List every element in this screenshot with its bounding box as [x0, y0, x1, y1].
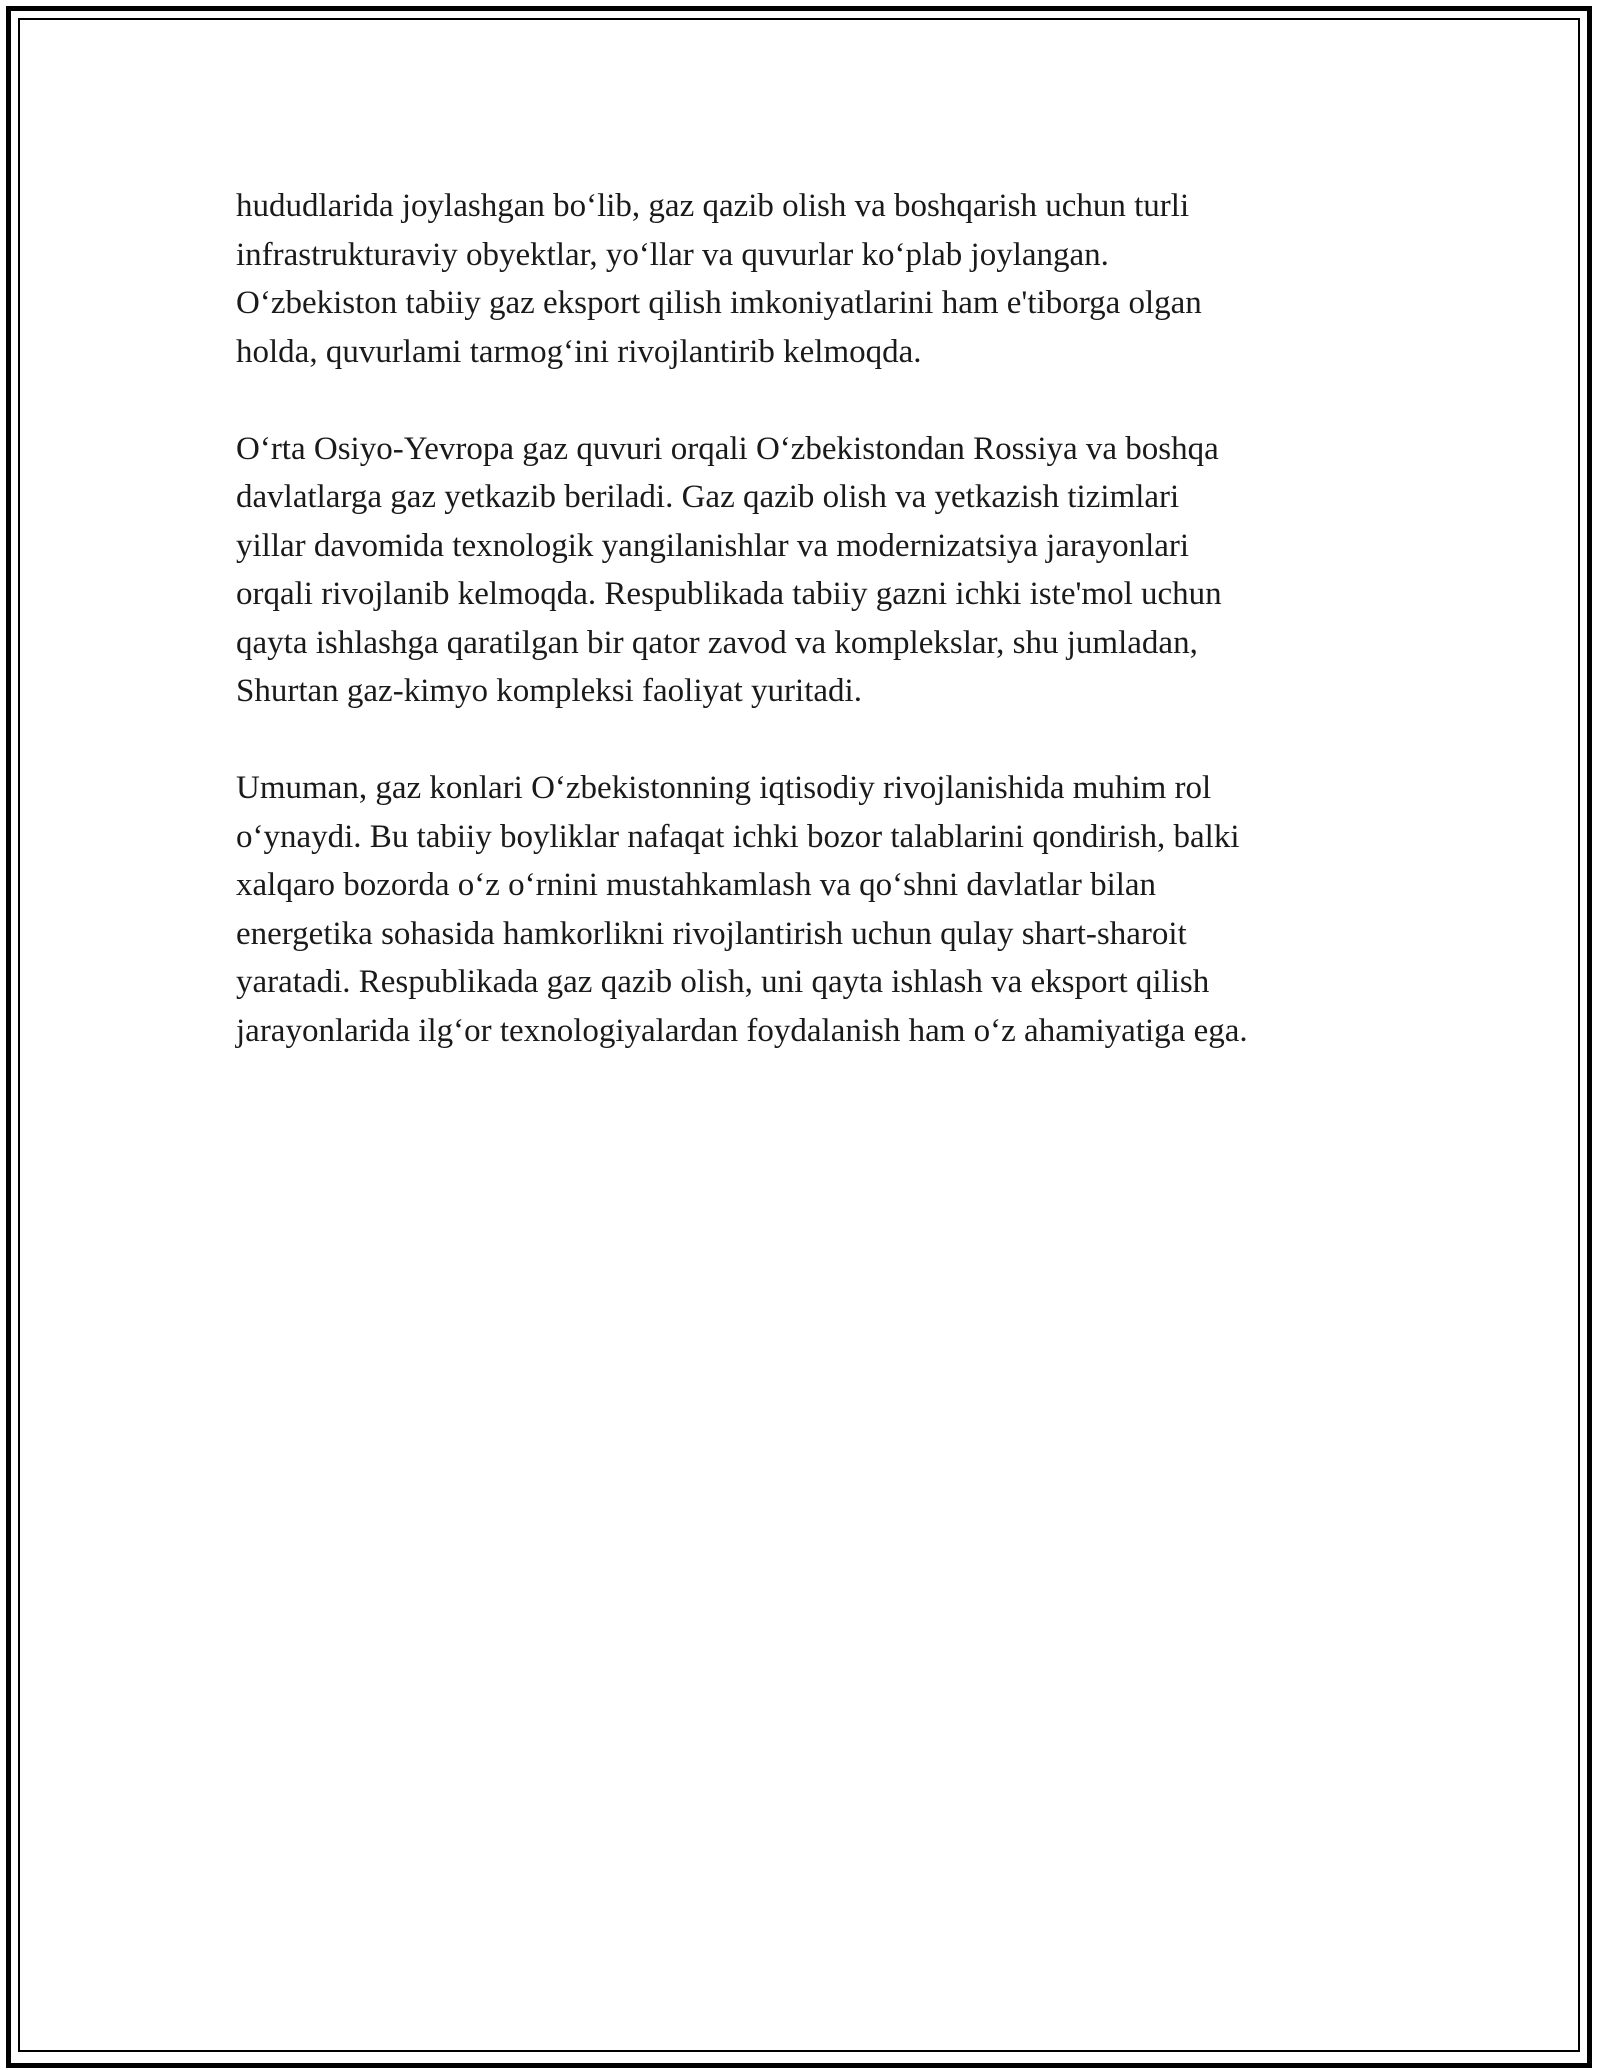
- text-line: infrastrukturaviy obyektlar, yo‘llar va quvurlar ko‘plab joylangan.: [236, 236, 1109, 273]
- text-line: orqali rivojlanib kelmoqda. Respublikada tabiiy gazni ichki iste'mol uchun: [236, 576, 1222, 612]
- text-line: Shurtan gaz-kimyo kompleksi faoliyat yuritadi.: [236, 673, 862, 709]
- text-line: Umuman, gaz konlari O‘zbekistonning iqtisodiy rivojlanishida muhim rol: [236, 770, 1212, 806]
- document-body: [236, 182, 1386, 1104]
- text-line: davlatlarga gaz yetkazib beriladi. Gaz qazib olish va yetkazish tizimlari: [236, 479, 1180, 515]
- text-line: hududlarida joylashgan bo‘lib, gaz qazib olish va boshqarish uchun turli: [236, 188, 1190, 224]
- text-line: xalqaro bozorda o‘z o‘rnini mustahkamlash va qo‘shni davlatlar bilan: [236, 867, 1157, 903]
- text-line: yaratadi. Respublikada gaz qazib olish, uni qayta ishlash va eksport qilish: [236, 964, 1210, 1000]
- text-line: yillar davomida texnologik yangilanishlar va modernizatsiya jarayonlari: [236, 527, 1190, 564]
- text-line: O‘rta Osiyo-Yevropa gaz quvuri orqali O‘zbekistondan Rossiya va boshqa: [236, 430, 1219, 467]
- paragraph-2: [236, 425, 1386, 716]
- text-line: energetika sohasida hamkorlikni rivojlantirish uchun qulay shart-sharoit: [236, 915, 1187, 952]
- text-line: qayta ishlashga qaratilgan bir qator zavod va komplekslar, shu jumladan,: [236, 624, 1198, 661]
- text-line: jarayonlarida ilg‘or texnologiyalardan foydalanish ham o‘z ahamiyatiga ega.: [236, 1012, 1248, 1049]
- text-line: o‘ynaydi. Bu tabiiy boyliklar nafaqat ichki bozor talablarini qondirish, balki: [236, 818, 1240, 855]
- text-line: holda, quvurlami tarmog‘ini rivojlantirib kelmoqda.: [236, 333, 922, 370]
- paragraph-3: [236, 764, 1386, 1055]
- text-line: O‘zbekiston tabiiy gaz eksport qilish imkoniyatlarini ham e'tiborga olgan: [236, 285, 1202, 321]
- paragraph-1: [236, 182, 1386, 376]
